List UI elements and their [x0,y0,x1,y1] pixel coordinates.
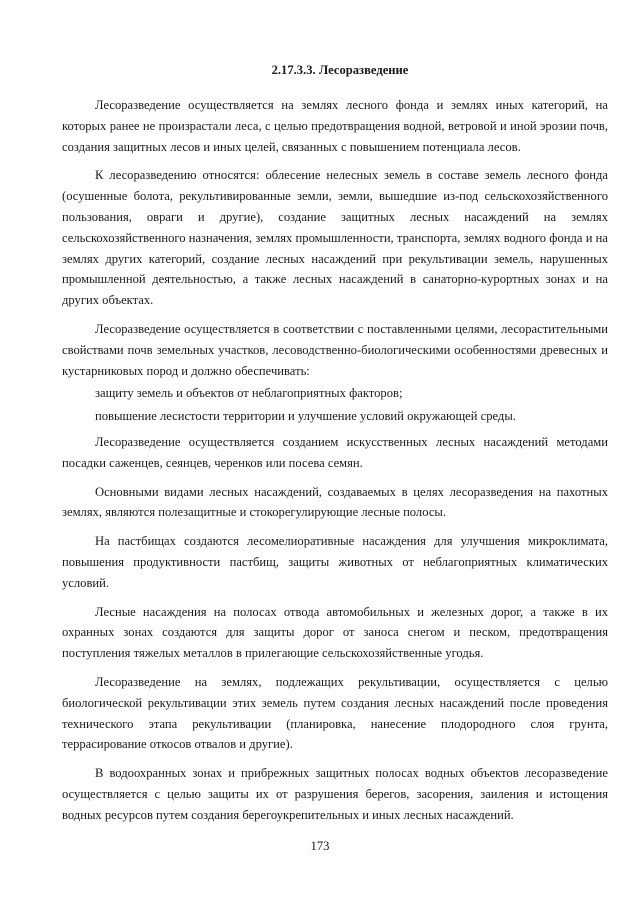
paragraph-roads: Лесные насаждения на полосах отвода автомобильных и железных дорог, а также в их охранных зонах создаются для защиты дорог от заноса снегом и песком, предотвращения поступления тяжелых металлов в прилегающие сельскохозяйственные угодья. [62,604,608,661]
paragraph-definition: Лесоразведение осуществляется на землях лесного фонда и землях иных категорий, на которых ранее не произрастали леса, с целью предотвращения водной, ветровой и иной эрозии почв, создания защитных лесов и иных целей, связанных с повышением потенциала лесов. [62,98,608,154]
paragraph-arable-lands: Основными видами лесных насаждений, создаваемых в целях лесоразведения на пахотных землях, являются полезащитные и стокорегулирующие лесные полосы. [62,484,608,520]
page-number: 173 [310,839,330,853]
paragraph-reclamation: Лесоразведение на землях, подлежащих рекультивации, осуществляется с целью биологической рекультивации этих земель путем создания лесных насаждений после проведения технического этапа рекультивации (планировка, нанесение плодородного слоя грунта, террасирование откосов отвалов и другие). [62,674,608,752]
paragraph-scope: К лесоразведению относятся: облесение нелесных земель в составе земель лесного фонда (осушенные болота, рекультивированные земли, земли, вышедшие из-под сельскохозяйственного пользования, овраги и другие), создание защитных лесных насаждений на землях сельскохозяйственного назначения, землях промышленности, транспорта, землях водного фонда и на землях других категорий, создание лесных насаждений при рекультивации земель, нарушенных промышленной деятельностью, а также лесных насаждений в санаторно-курортных зонах и на других объектах. [62,168,608,308]
page-content [62,62,608,834]
list-item-forest-cover: повышение лесистости территории и улучшение условий окружающей среды. [95,409,516,424]
paragraph-pastures: На пастбищах создаются лесомелиоративные насаждения для улучшения микроклимата, повышения продуктивности пастбищ, защиты животных от неблагоприятных климатических условий. [62,534,608,590]
paragraph-water-protection: В водоохранных зонах и прибрежных защитных полосах водных объектов лесоразведение осуществляется с целью защиты их от разрушения берегов, засорения, заиления и истощения водных ресурсов путем создания берегоукрепительных и иных лесных насаждений. [62,766,608,822]
paragraph-requirements: Лесоразведение осуществляется в соответствии с поставленными целями, лесорастительными свойствами почв земельных участков, лесоводственно-биологическими особенностями древесных и кустарниковых пород и должно обеспечивать: [62,321,608,378]
list-item-protection: защиту земель и объектов от неблагоприятных факторов; [95,386,403,401]
section-heading: 2.17.3.3. Лесоразведение [271,63,409,77]
paragraph-methods: Лесоразведение осуществляется созданием искусственных лесных насаждений методами посадки саженцев, сеянцев, черенков или посева семян. [62,434,608,470]
